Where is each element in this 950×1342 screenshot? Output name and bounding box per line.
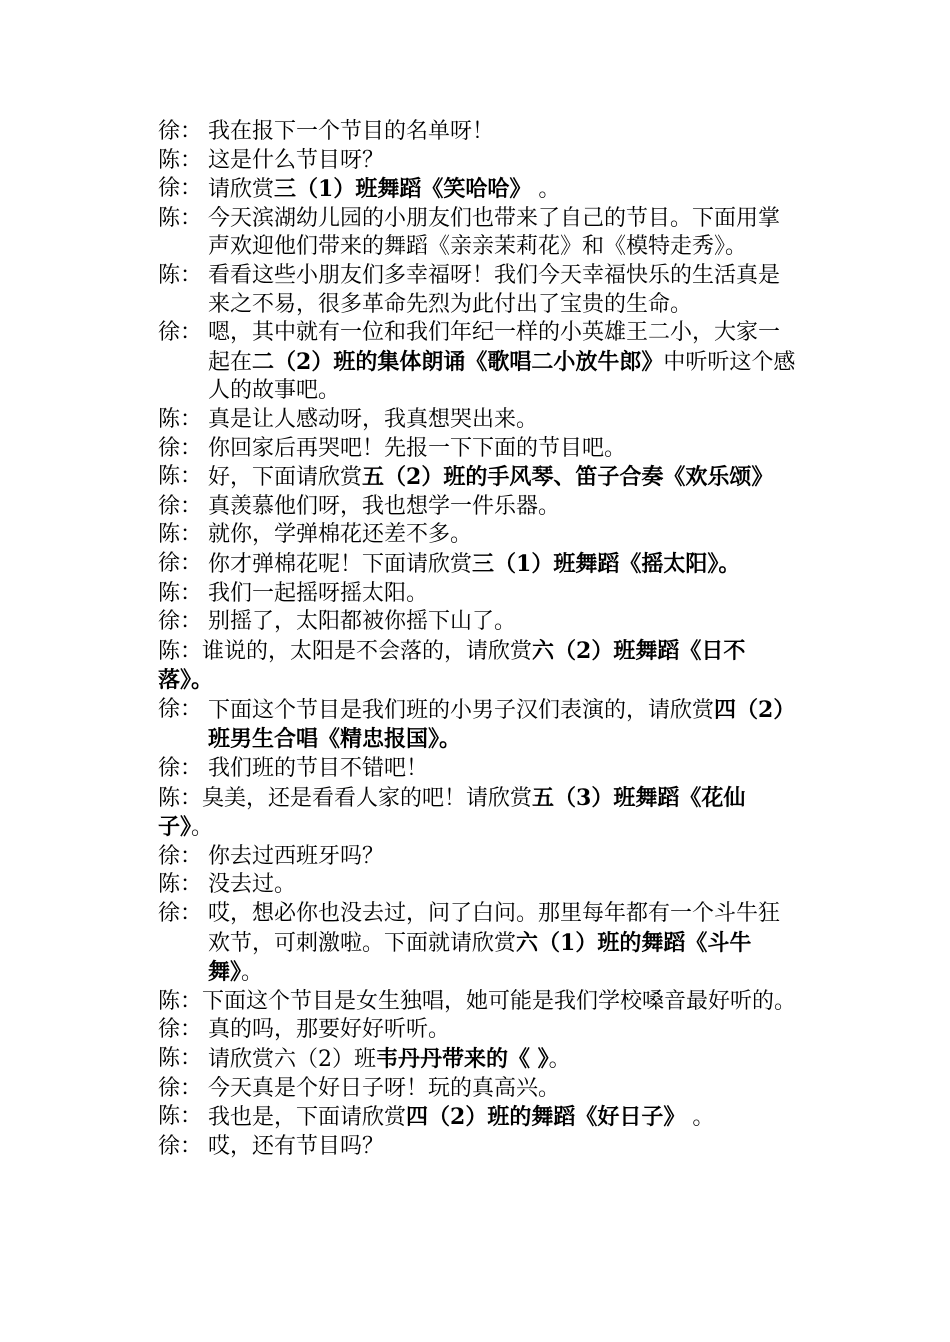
dialogue-line: [158, 493, 798, 522]
text-segment: 这是什么节目呀？: [208, 147, 385, 173]
dialogue-line: [158, 550, 798, 580]
dialogue-text: [208, 1133, 798, 1162]
text-segment: 请欣赏六（2）班: [208, 1047, 376, 1072]
dialogue-text: [208, 1103, 798, 1133]
dialogue-line: [158, 463, 798, 493]
dialogue-line: [158, 118, 798, 147]
speaker-label: 陈：: [158, 406, 203, 432]
dialogue-line: [158, 262, 798, 319]
speaker-label: 徐：: [158, 756, 203, 782]
text-segment: 谁说的，太阳是不会落的，请欣赏: [202, 638, 533, 664]
speaker-label: 徐：: [158, 119, 203, 144]
dialogue-text: [208, 493, 798, 522]
speaker-label: 徐：: [158, 609, 203, 635]
dialogue-text: [208, 1075, 798, 1104]
dialogue-line: [158, 637, 798, 696]
dialogue-text: [208, 871, 798, 900]
text-segment: 。: [531, 177, 561, 203]
text-segment: 今天滨湖幼儿园的小朋友们也带来了自己的节目。下面用掌声欢迎他们带来的舞蹈《亲亲茉莉花》和《模特走秀》。: [208, 205, 781, 260]
text-segment: 你回家后再哭吧！先报一下下面的节目吧。: [208, 435, 627, 461]
dialogue-line: [158, 580, 798, 609]
text-segment: 我在报下一个节目的名单呀！: [208, 119, 495, 144]
text-segment: 哎，还有节目吗？: [208, 1133, 385, 1159]
speaker-label: 徐：: [158, 843, 203, 869]
dialogue-line: [158, 205, 798, 262]
text-segment: 。: [241, 960, 264, 986]
program-title: 三（1）班舞蹈《摇太阳》。: [472, 550, 741, 577]
speaker-label: 徐：: [158, 901, 203, 927]
speaker-label: 陈：: [158, 522, 203, 548]
speaker-label: 陈：: [158, 205, 203, 231]
text-segment: 你才弹棉花呢！下面请欣赏: [208, 551, 473, 577]
dialogue-line: [158, 1133, 798, 1162]
text-segment: 没去过。: [208, 872, 297, 898]
dialogue-line: [158, 147, 798, 176]
program-title: 六（2）班舞蹈《日不落》。: [158, 637, 746, 694]
text-segment: 下面这个节目是女生独唱，她可能是我们学校嗓音最好听的。: [202, 988, 797, 1014]
dialogue-text: [208, 319, 798, 406]
dialogue-text: [208, 205, 798, 262]
dialogue-line: [158, 843, 798, 872]
dialogue-line: [158, 696, 798, 755]
dialogue-text: [158, 786, 745, 841]
text-segment: 我也是，下面请欣赏: [208, 1105, 407, 1131]
dialogue-text: [208, 580, 798, 609]
dialogue-line: [158, 1045, 798, 1075]
dialogue-line: [158, 1103, 798, 1133]
dialogue-line: [158, 406, 798, 435]
text-segment: 。: [685, 1105, 715, 1131]
text-segment: 臭美，还是看看人家的吧！请欣赏: [202, 785, 533, 811]
speaker-label: 徐：: [158, 493, 203, 519]
program-title: 二（2）班的集体朗诵《歌唱二小放牛郎》: [252, 348, 664, 375]
speaker-label: 陈：: [158, 262, 203, 288]
speaker-label: 陈：: [158, 464, 203, 490]
dialogue-line: [158, 1016, 798, 1045]
program-title: 五（3）班舞蹈《花仙子》: [158, 784, 746, 841]
dialogue-text: [158, 639, 745, 694]
dialogue-text: [208, 435, 798, 464]
text-segment: 真羡慕他们呀，我也想学一件乐器。: [208, 493, 561, 519]
text-segment: 嗯，其中就有一位和我们年纪一样的小英雄王二小，大家一起在: [208, 320, 781, 375]
speaker-label: 徐：: [158, 320, 203, 346]
text-segment: 我们一起摇呀摇太阳。: [208, 580, 429, 606]
program-title: 六（1）班的舞蹈《斗牛舞》: [208, 929, 752, 986]
speaker-label: 陈：: [158, 785, 203, 811]
dialogue-line: [158, 1075, 798, 1104]
speaker-label: 陈：: [158, 147, 203, 173]
speaker-label: 徐：: [158, 1133, 203, 1159]
dialogue-text: [208, 900, 798, 988]
speaker-label: 陈：: [158, 1046, 203, 1071]
dialogue-text: [208, 696, 798, 755]
speaker-label: 徐：: [158, 550, 203, 576]
dialogue-line: [158, 784, 798, 843]
dialogue-line: [158, 175, 798, 205]
dialogue-text: [208, 521, 798, 550]
text-segment: 别摇了，太阳都被你摇下山了。: [208, 609, 517, 635]
dialogue-text: [208, 550, 798, 580]
program-title: 韦丹丹带来的《 》: [376, 1046, 549, 1072]
dialogue-line: [158, 988, 798, 1017]
dialogue-line: [158, 435, 798, 464]
speaker-label: 陈：: [158, 988, 203, 1014]
dialogue-text: [202, 989, 796, 1014]
text-segment: 真的吗，那要好好听听。: [208, 1017, 451, 1043]
text-segment: 你去过西班牙吗？: [208, 843, 385, 869]
text-segment: 我们班的节目不错吧！: [208, 756, 429, 782]
program-title: 五（2）班的手风琴、笛子合奏《欢乐颂》: [362, 464, 774, 491]
speaker-label: 徐：: [158, 1017, 203, 1043]
speaker-label: 陈：: [158, 638, 203, 664]
text-segment: 。: [191, 815, 214, 841]
speaker-label: 陈：: [158, 1104, 203, 1130]
dialogue-text: [208, 755, 798, 784]
text-segment: 中听听这个感人的故事吧。: [208, 349, 796, 404]
text-segment: 哎，想必你也没去过，问了白问。那里每年都有一个斗牛狂欢节，可刺激啦。下面就请欣赏: [208, 901, 781, 956]
text-segment: 看看这些小朋友们多幸福呀！我们今天幸福快乐的生活真是来之不易，很多革命先烈为此付出了宝贵的生命。: [208, 262, 781, 317]
dialogue-text: [208, 262, 798, 319]
speaker-label: 徐：: [158, 435, 203, 461]
program-title: 三（1）班舞蹈《笑哈哈》: [274, 176, 532, 203]
speaker-label: 陈：: [158, 872, 203, 898]
dialogue-text: [208, 463, 798, 493]
text-segment: 真是让人感动呀，我真想哭出来。: [208, 406, 539, 432]
dialogue-text: [208, 118, 798, 147]
text-segment: 下面这个节目是我们班的小男子汉们表演的，请欣赏: [208, 697, 715, 723]
dialogue-text: [208, 1045, 798, 1075]
dialogue-text: [208, 175, 798, 205]
program-title: 四（2）班的舞蹈《好日子》: [406, 1104, 686, 1131]
dialogue-line: [158, 871, 798, 900]
dialogue-text: [208, 608, 798, 637]
speaker-label: 徐：: [158, 696, 203, 722]
dialogue-text: [208, 147, 798, 176]
dialogue-line: [158, 521, 798, 550]
dialogue-text: [208, 1016, 798, 1045]
speaker-label: 徐：: [158, 1075, 203, 1101]
host-script: [158, 118, 798, 1161]
text-segment: 今天真是个好日子呀！玩的真高兴。: [208, 1075, 561, 1101]
speaker-label: 徐：: [158, 176, 203, 202]
dialogue-text: [208, 406, 798, 435]
program-title: 四（2）班男生合唱《精忠报国》。: [208, 696, 796, 753]
dialogue-line: [158, 755, 798, 784]
speaker-label: 陈：: [158, 580, 203, 606]
dialogue-text: [208, 843, 798, 872]
text-segment: 。: [548, 1047, 571, 1072]
dialogue-line: [158, 608, 798, 637]
dialogue-line: [158, 319, 798, 406]
dialogue-line: [158, 900, 798, 988]
text-segment: 就你，学弹棉花还差不多。: [208, 522, 473, 548]
text-segment: 请欣赏: [208, 177, 275, 203]
text-segment: 好，下面请欣赏: [208, 465, 363, 491]
